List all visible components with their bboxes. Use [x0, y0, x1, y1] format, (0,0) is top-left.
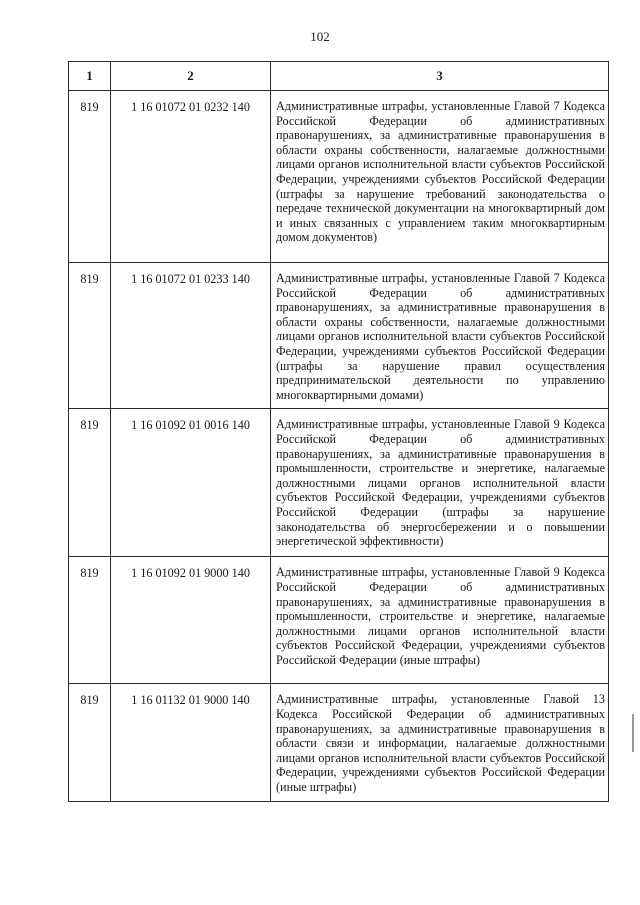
scan-edge-mark	[632, 714, 634, 752]
description-cell: Административные штрафы, установленные Главой 9 Кодекса Российской Федерации об административных правонарушениях, за административные правонарушения в промышленности, строительстве и энергетике, налагаемые должностными лицами органов исполнительной власти субъектов Российской Федерации, учреждениями субъектов Российской Федерации (иные штрафы)	[271, 557, 609, 684]
column-header-2: 2	[111, 62, 271, 91]
admin-code-cell: 819	[69, 409, 111, 557]
revenue-code-cell: 1 16 01072 01 0233 140	[111, 263, 271, 409]
table-row	[69, 409, 609, 557]
table-header-row	[69, 62, 609, 91]
revenue-code-cell: 1 16 01072 01 0232 140	[111, 91, 271, 263]
description-cell: Административные штрафы, установленные Главой 9 Кодекса Российской Федерации об административных правонарушениях, за административные правонарушения в промышленности, строительстве и энергетике, налагаемые должностными лицами органов исполнительной власти субъектов Российской Федерации, учреждениями субъектов Российской Федерации (штрафы за нарушение законодательства об энергосбережении и о повышении энергетической эффективности)	[271, 409, 609, 557]
revenue-code-cell: 1 16 01092 01 0016 140	[111, 409, 271, 557]
table-row	[69, 263, 609, 409]
revenue-code-cell: 1 16 01092 01 9000 140	[111, 557, 271, 684]
table-row	[69, 557, 609, 684]
column-header-1: 1	[69, 62, 111, 91]
budget-codes-table	[68, 61, 609, 802]
description-cell: Административные штрафы, установленные Главой 7 Кодекса Российской Федерации об административных правонарушениях, за административные правонарушения в области охраны собственности, налагаемые должностными лицами органов исполнительной власти субъектов Российской Федерации, учреждениями субъектов Российской Федерации (штрафы за нарушение правил осуществления предпринимательской деятельности по управлению многоквартирными домами)	[271, 263, 609, 409]
admin-code-cell: 819	[69, 263, 111, 409]
description-cell: Административные штрафы, установленные Главой 7 Кодекса Российской Федерации об административных правонарушениях, за административные правонарушения в области охраны собственности, налагаемые должностными лицами органов исполнительной власти субъектов Российской Федерации, учреждениями субъектов Российской Федерации (штрафы за нарушение требований законодательства о передаче технической документации на многоквартирный дом и иных связанных с управлением таким многоквартирным домом документов)	[271, 91, 609, 263]
table-row	[69, 91, 609, 263]
admin-code-cell: 819	[69, 557, 111, 684]
revenue-code-cell: 1 16 01132 01 9000 140	[111, 684, 271, 801]
admin-code-cell: 819	[69, 91, 111, 263]
admin-code-cell: 819	[69, 684, 111, 801]
page-number: 102	[310, 29, 330, 44]
column-header-3: 3	[271, 62, 609, 91]
description-cell: Административные штрафы, установленные Главой 13 Кодекса Российской Федерации об административных правонарушениях, за административные правонарушения в области связи и информации, налагаемые должностными лицами органов исполнительной власти субъектов Российской Федерации, учреждениями субъектов Российской Федерации (иные штрафы)	[271, 684, 609, 801]
table-row	[69, 684, 609, 801]
